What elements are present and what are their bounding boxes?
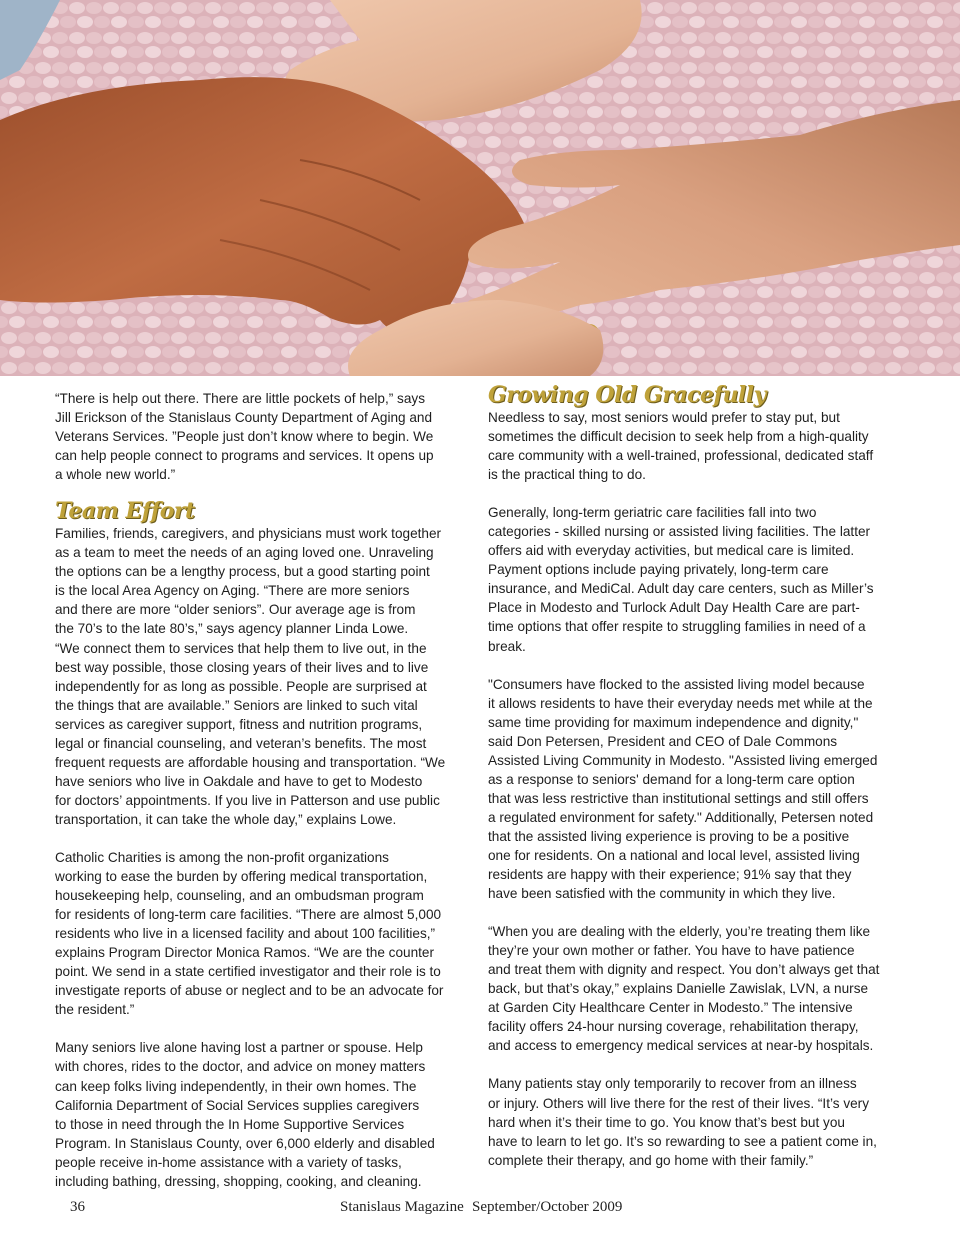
right-column bbox=[488, 382, 908, 1170]
page-number: 36 bbox=[70, 1199, 85, 1215]
hands-illustration bbox=[0, 0, 960, 376]
magazine-name: Stanislaus Magazine bbox=[340, 1199, 464, 1215]
growing-old-paragraph-2: Generally, long-term geriatric care facilities fall into two categories - skilled nursing or assisted living facilities. The latter offers aid with everyday activities, but medical care is limited. Payment options include paying privately, long-term care insurance, and MediCal. Adult day care centers, such as Miller’s Place in Modesto and Turlock Adult Day Health Care are part- time options that offer respite to struggling families in need of a break. bbox=[488, 505, 874, 654]
growing-old-paragraph-1: Needless to say, most seniors would prefer to stay put, but sometimes the difficult decision to seek help from a high-quality care community with a well-trained, professional, dedicated staff is the practical thing to do. bbox=[488, 410, 874, 483]
team-effort-paragraph-1: Families, friends, caregivers, and physicians must work together as a team to meet the needs of an aging loved one. Unraveling the options can be a lengthy process, but a good starting point is the local Area Agency on Aging. “There are more seniors and there are more “older seniors”. Our average age is from the 70’s to the late 80’s,” says agency planner Linda Lowe. “We connect them to services that help them to live out, in the best way possible, those closing years of their lives and to live independently for as long as possible. People are surprised at the things that are available.” Seniors are linked to such vital services as caregiver support, fitness and nutrition programs, legal or financial counseling, and veteran’s benefits. The most frequent requests are affordable housing and transportation. “We have seniors who live in Oakdale and have to get to Modesto for doctors’ appointments. If you live in Patterson and use public transportation, it can take the whole day,” explains Lowe. bbox=[55, 526, 446, 827]
growing-old-gracefully-heading: Growing Old Gracefully bbox=[488, 382, 766, 408]
team-effort-paragraph-3: Many seniors live alone having lost a partner or spouse. Help with chores, rides to the doctor, and advice on money matters can keep folks living independently, in their own homes. The California Department of Social Services supplies caregivers to those in need through the In Home Supportive Services Program. In Stanislaus County, over 6,000 elderly and disabled people receive in-home assistance with a variety of tasks, including bathing, dressing, shopping, cooking, and cleaning. bbox=[55, 1040, 435, 1189]
growing-old-paragraph-4: “When you are dealing with the elderly, you’re treating them like they’re your own mother or father. You have to have patience and treat them with dignity and respect. You don’t always get that back, but that’s okay,” explains Danielle Zawislak, LVN, a nurse at Garden City Healthcare Center in Modesto.” The intensive facility offers 24-hour nursing coverage, rehabilitation therapy, and access to emergency medical services at near-by hospitals. bbox=[488, 924, 880, 1054]
intro-paragraph: “There is help out there. There are little pockets of help,” says Jill Erickson of the Stanislaus County Department of Aging and Veterans Services. ”People just don’t know where to begin. We can help people connect to programs and services. It opens up a whole new world.” bbox=[55, 391, 434, 483]
hands-photo bbox=[0, 0, 960, 376]
team-effort-heading: Team Effort bbox=[55, 498, 195, 525]
issue-date: September/October 2009 bbox=[472, 1199, 623, 1215]
page-footer bbox=[0, 1199, 960, 1221]
team-effort-paragraph-2: Catholic Charities is among the non-profit organizations working to ease the burden by offering medical transportation, housekeeping help, counseling, and an ombudsman program for residents of long-term care facilities. “There are almost 5,000 residents who live in a licensed facility and about 100 facilities,” explains Program Director Monica Ramos. “We are the counter point. We send in a state certified investigator and their role is to investigate reports of abuse or neglect and to be an advocate for the resident.” bbox=[55, 849, 444, 1018]
growing-old-paragraph-3: "Consumers have flocked to the assisted living model because it allows residents to have their everyday needs met while at the same time providing for maximum independence and dignity," said Don Petersen, President and CEO of Dale Commons Assisted Living Community in Modesto. "Assisted living emerged as a response to seniors' demand for a long-term care option that was less restrictive than institutional settings and still offers a regulated environment for safety." Additionally, Petersen noted that the assisted living experience is proving to be a positive one for residents. On a national and local level, assisted living residents are happy with their experience; 91% say that they have been satisfied with the community in which they live. bbox=[488, 676, 878, 902]
left-column bbox=[55, 389, 471, 1191]
growing-old-paragraph-5: Many patients stay only temporarily to recover from an illness or injury. Others will live there for the rest of their lives. “It’s very hard when it’s their time to go. You know that’s best but you have to learn to let go. It’s so rewarding to see a patient come in, complete their therapy, and go home with their family.” bbox=[488, 1076, 877, 1168]
